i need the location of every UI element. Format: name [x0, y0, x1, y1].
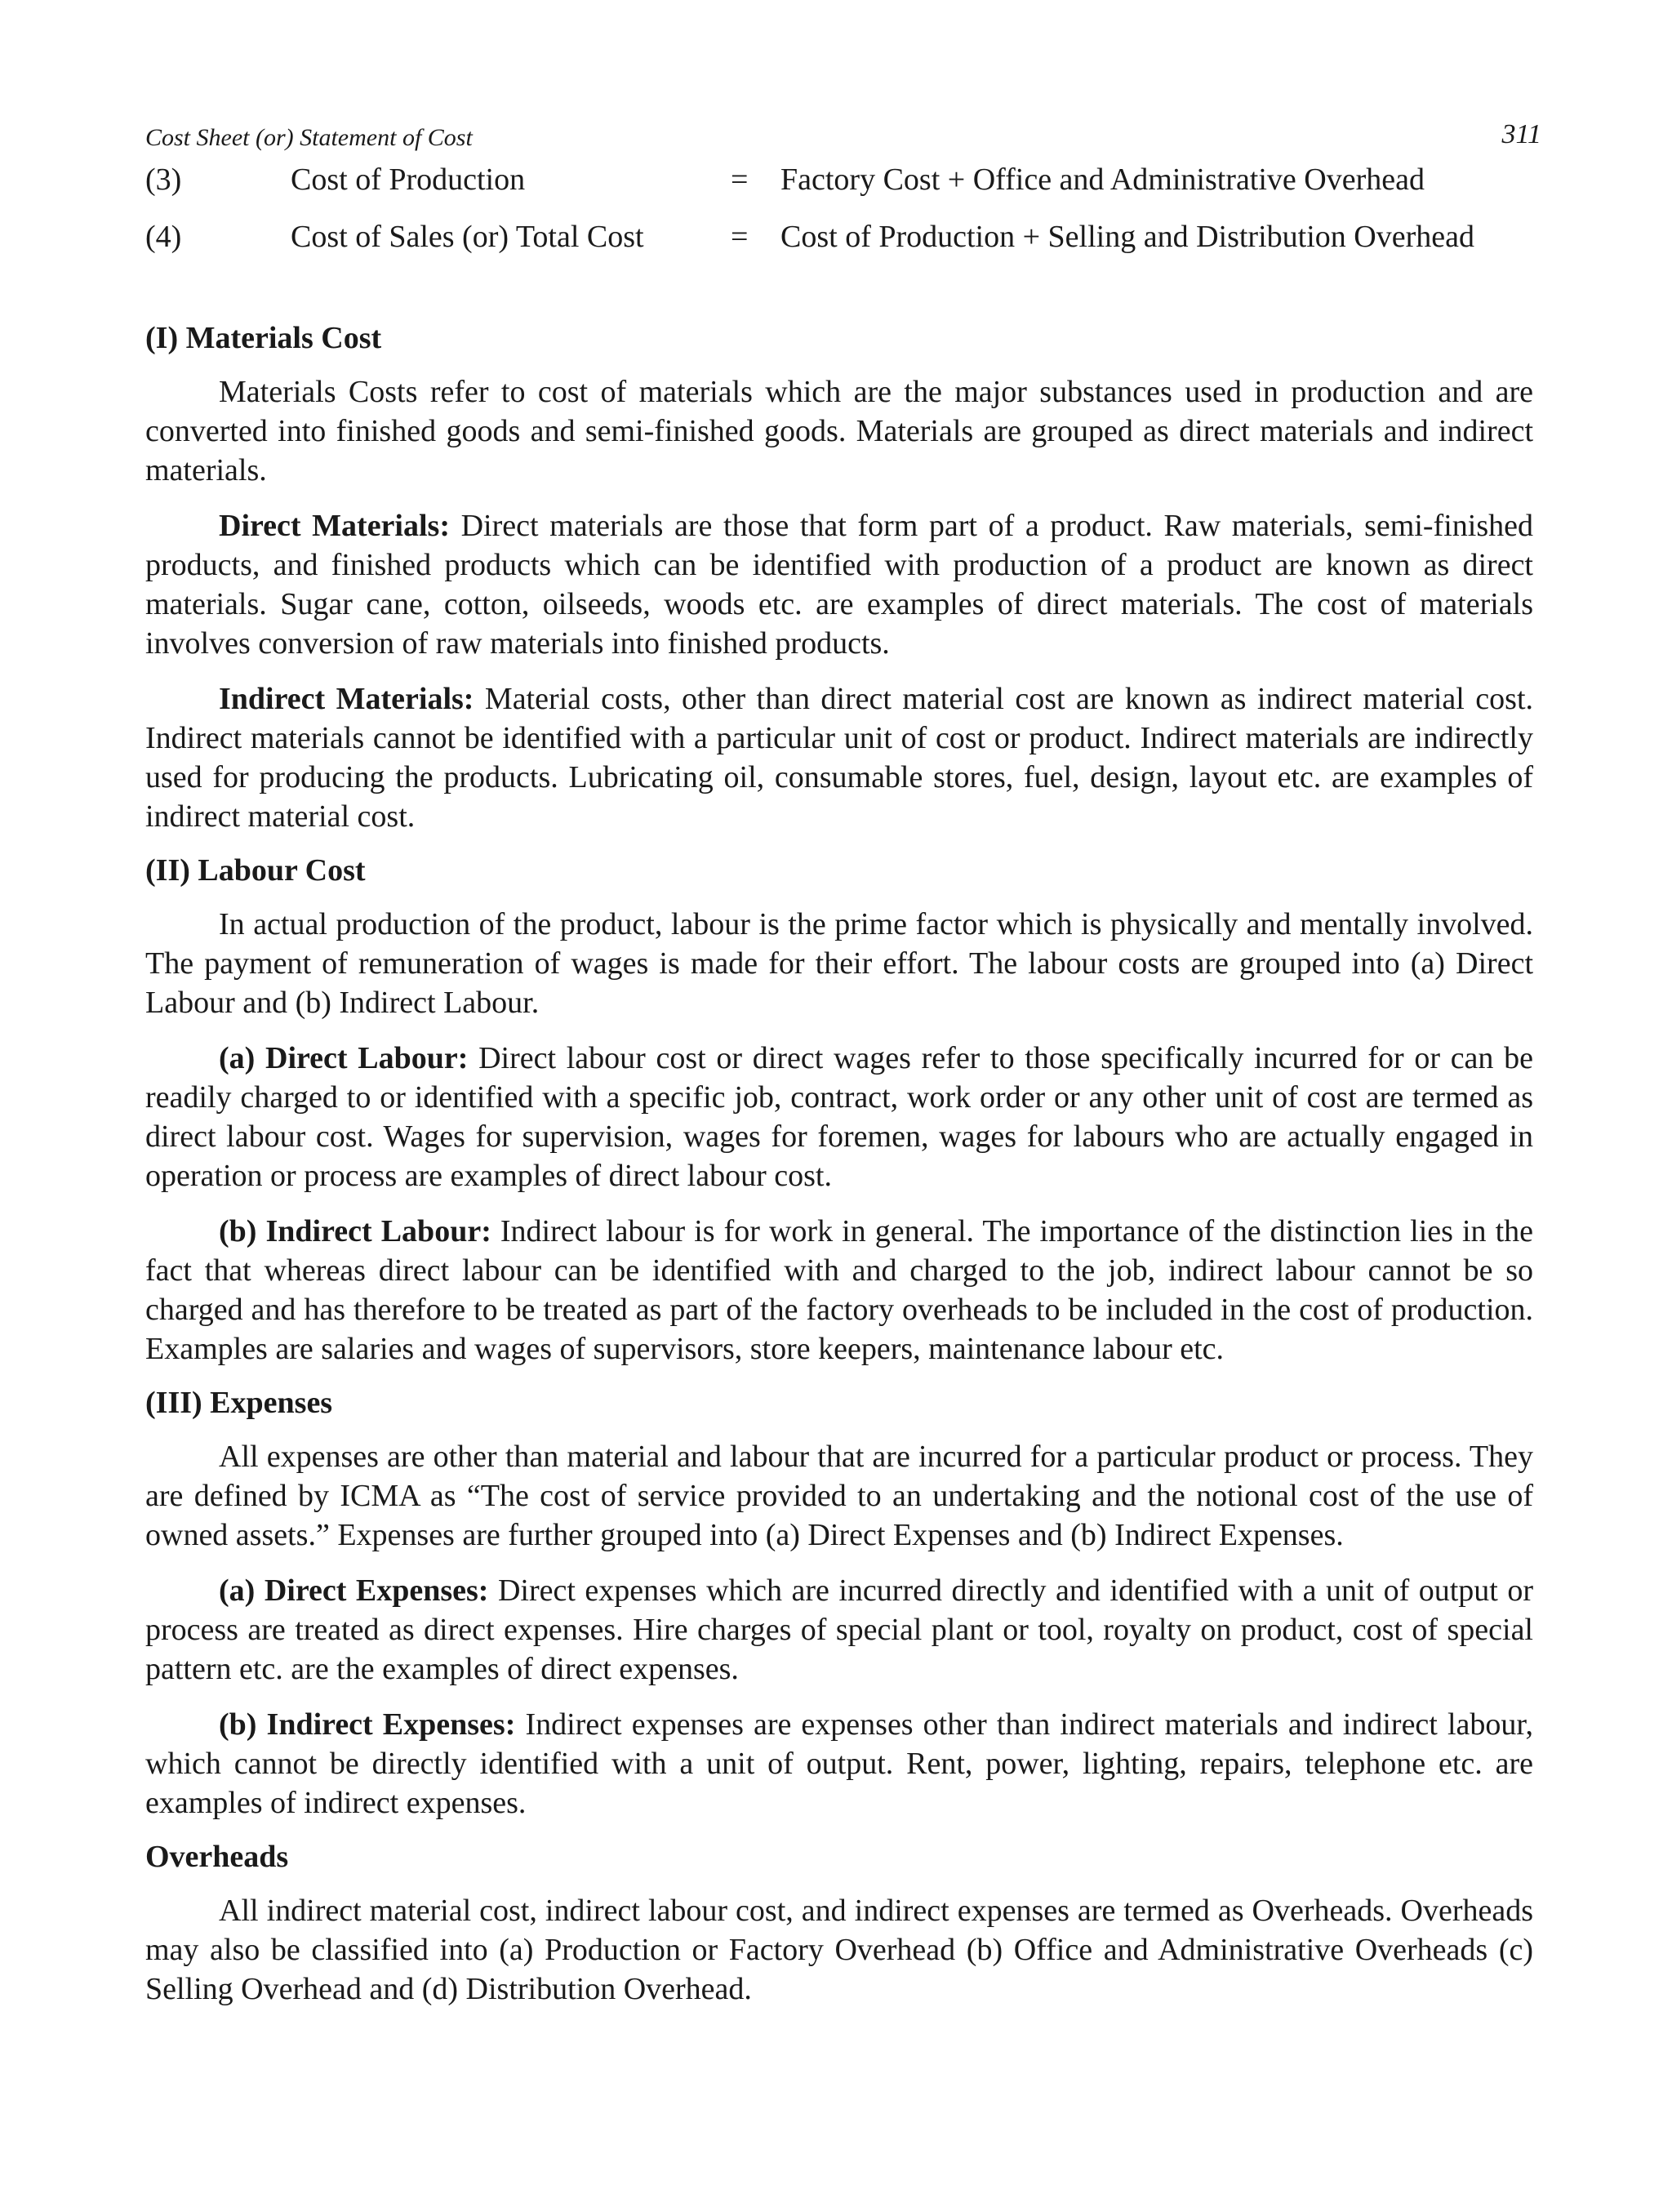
section-heading-labour: (II) Labour Cost [145, 853, 366, 888]
paragraph-direct-materials [145, 506, 1533, 663]
formula-number: (4) [145, 220, 182, 254]
formula-cost-of-sales [145, 217, 1533, 314]
formula-lhs: Cost of Production [291, 162, 526, 197]
formula-lhs: Cost of Sales (or) Total Cost [291, 220, 644, 254]
document-page [145, 114, 1541, 2009]
paragraph-direct-labour [145, 1039, 1533, 1195]
term-direct-labour: (a) Direct Labour: [219, 1041, 469, 1075]
term-indirect-expenses: (b) Indirect Expenses: [219, 1707, 516, 1742]
running-header-title: Cost Sheet (or) Statement of Cost [145, 124, 473, 151]
term-direct-materials: Direct Materials: [219, 509, 450, 543]
formula-equals: = [731, 162, 749, 197]
term-indirect-materials: Indirect Materials: [219, 682, 474, 716]
formula-number: (3) [145, 162, 182, 197]
paragraph-expenses-intro: All expenses are other than material and labour that are incurred for a particular product or process. They are defined by ICMA as “The cost of service provided to an undertaking and the notional cost of the use of owned assets.” Expenses are further grouped into (a) Direct Expenses and (b) Indirect Expenses. [145, 1440, 1533, 1552]
paragraph-indirect-materials [145, 679, 1533, 836]
section-heading-materials: (I) Materials Cost [145, 321, 382, 355]
definition-indirect-expenses: Indirect expenses are expenses other than indirect materials and indirect labour, which cannot be directly identified with a unit of output. Rent, power, lighting, repairs, telephone etc. are examples of indirect expenses. [145, 1707, 1533, 1820]
term-indirect-labour: (b) Indirect Labour: [219, 1214, 491, 1248]
definition-direct-materials: Direct materials are those that form part of a product. Raw materials, semi-finished products, and finished products which can be identified with production of a product are known as direct materials. Sugar cane, cotton, oilseeds, woods etc. are examples of direct materials. The cost of materials involves conversion of raw materials into finished products. [145, 509, 1533, 661]
running-header [145, 114, 1541, 155]
formula-rhs: Factory Cost + Office and Administrative Overhead [780, 162, 1425, 197]
section-heading-expenses: (III) Expenses [145, 1386, 333, 1420]
formula-rhs: Cost of Production + Selling and Distribution Overhead [780, 220, 1474, 254]
definition-indirect-materials: Material costs, other than direct material cost are known as indirect material cost. Indirect materials cannot be identified with a particular unit of cost or product. Indirect materials are indirectly used for producing the products. Lubricating oil, consumable stores, fuel, design, layout etc. are examples of indirect material cost. [145, 682, 1533, 834]
paragraph-materials-intro: Materials Costs refer to cost of materials which are the major substances used in production and are converted into finished goods and semi-finished goods. Materials are grouped as direct materials and indirect materials. [145, 375, 1533, 487]
formula-cost-of-production [145, 160, 1533, 217]
paragraph-indirect-expenses [145, 1705, 1533, 1823]
formula-equals: = [731, 220, 749, 254]
paragraph-direct-expenses [145, 1571, 1533, 1689]
definition-indirect-labour: Indirect labour is for work in general. The importance of the distinction lies in the fact that whereas direct labour can be identified with and charged to the job, indirect labour cannot be so charged and has therefore to be treated as part of the factory overheads to be included in the cost of production. Examples are salaries and wages of supervisors, store keepers, maintenance labour etc. [145, 1214, 1533, 1366]
paragraph-overheads-intro: All indirect material cost, indirect labour cost, and indirect expenses are termed as Overheads. Overheads may also be classified into (a) Production or Factory Overhead (b) Office and Administrative Overheads (c) Selling Overhead and (d) Distribution Overhead. [145, 1894, 1533, 2006]
definition-direct-labour: Direct labour cost or direct wages refer to those specifically incurred for or can be readily charged to or identified with a specific job, contract, work order or any other unit of cost are termed as direct labour cost. Wages for supervision, wages for foremen, wages for labours who are actually engaged in operation or process are examples of direct labour cost. [145, 1041, 1533, 1193]
paragraph-indirect-labour [145, 1212, 1533, 1369]
term-direct-expenses: (a) Direct Expenses: [219, 1573, 489, 1608]
page-number: 311 [1501, 119, 1541, 149]
paragraph-labour-intro: In actual production of the product, labour is the prime factor which is physically and mentally involved. The payment of remuneration of wages is made for their effort. The labour costs are grouped into (a) Direct Labour and (b) Indirect Labour. [145, 907, 1533, 1020]
definition-direct-expenses: Direct expenses which are incurred directly and identified with a unit of output or process are treated as direct expenses. Hire charges of special plant or tool, royalty on product, cost of special pattern etc. are the examples of direct expenses. [145, 1573, 1533, 1686]
section-heading-overheads: Overheads [145, 1840, 289, 1874]
